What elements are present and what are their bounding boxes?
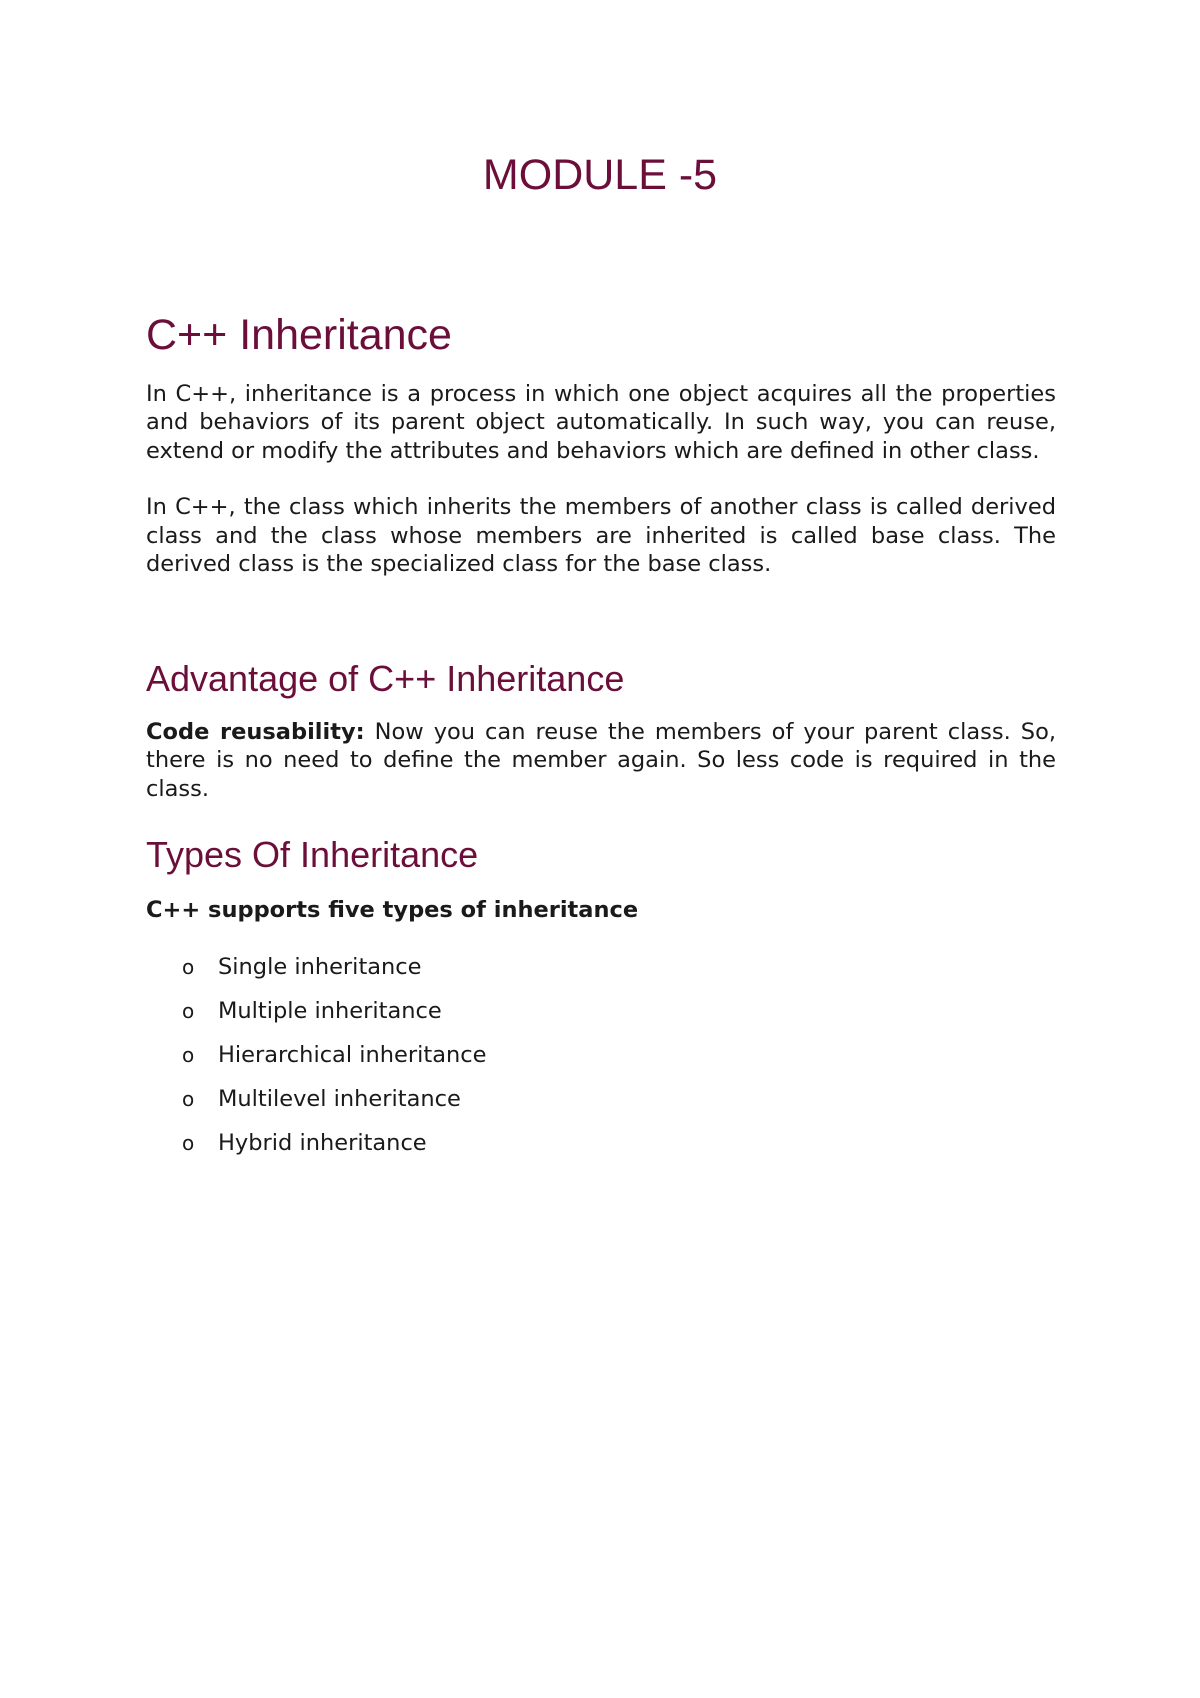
bullet-icon: o [182,954,195,979]
inheritance-types-list [146,945,1056,1165]
list-item-label: Hierarchical inheritance [218,1041,487,1068]
list-item [146,1121,1056,1165]
paragraph-code-reusability [146,718,1056,804]
bullet-icon: o [182,1042,195,1067]
section-heading-inheritance: C++ Inheritance [146,311,452,359]
section-heading-types: Types Of Inheritance [146,834,479,876]
list-item-label: Multilevel inheritance [218,1085,461,1112]
list-item-label: Multiple inheritance [218,997,442,1024]
list-item-label: Hybrid inheritance [218,1129,427,1156]
paragraph-inheritance-definition: In C++, inheritance is a process in which one object acquires all the properties and behaviors of its parent object automatically. In such way, you can reuse, extend or modify the attributes and behaviors which are defined in other class. [146,380,1056,464]
list-item-label: Single inheritance [218,953,422,980]
term-code-reusability: Code reusability: [146,718,365,745]
list-item [146,1033,1056,1077]
bullet-icon: o [182,1130,195,1155]
list-item [146,1077,1056,1121]
types-intro: C++ supports five types of inheritance [146,897,639,924]
bullet-icon: o [182,1086,195,1111]
section-heading-advantage: Advantage of C++ Inheritance [146,657,625,699]
document-content [146,310,1056,1165]
module-title: MODULE -5 [482,151,718,199]
paragraph-derived-base-class: In C++, the class which inherits the members of another class is called derived class and the class whose members are inherited is called base class. The derived class is the specialized class for the base class. [146,494,1056,578]
list-item [146,989,1056,1033]
bullet-icon: o [182,998,195,1023]
code-reusability-text: Now you can reuse the members of your parent class. So, there is no need to define the member again. So less code is required in the class. [146,718,1056,802]
list-item [146,945,1056,989]
